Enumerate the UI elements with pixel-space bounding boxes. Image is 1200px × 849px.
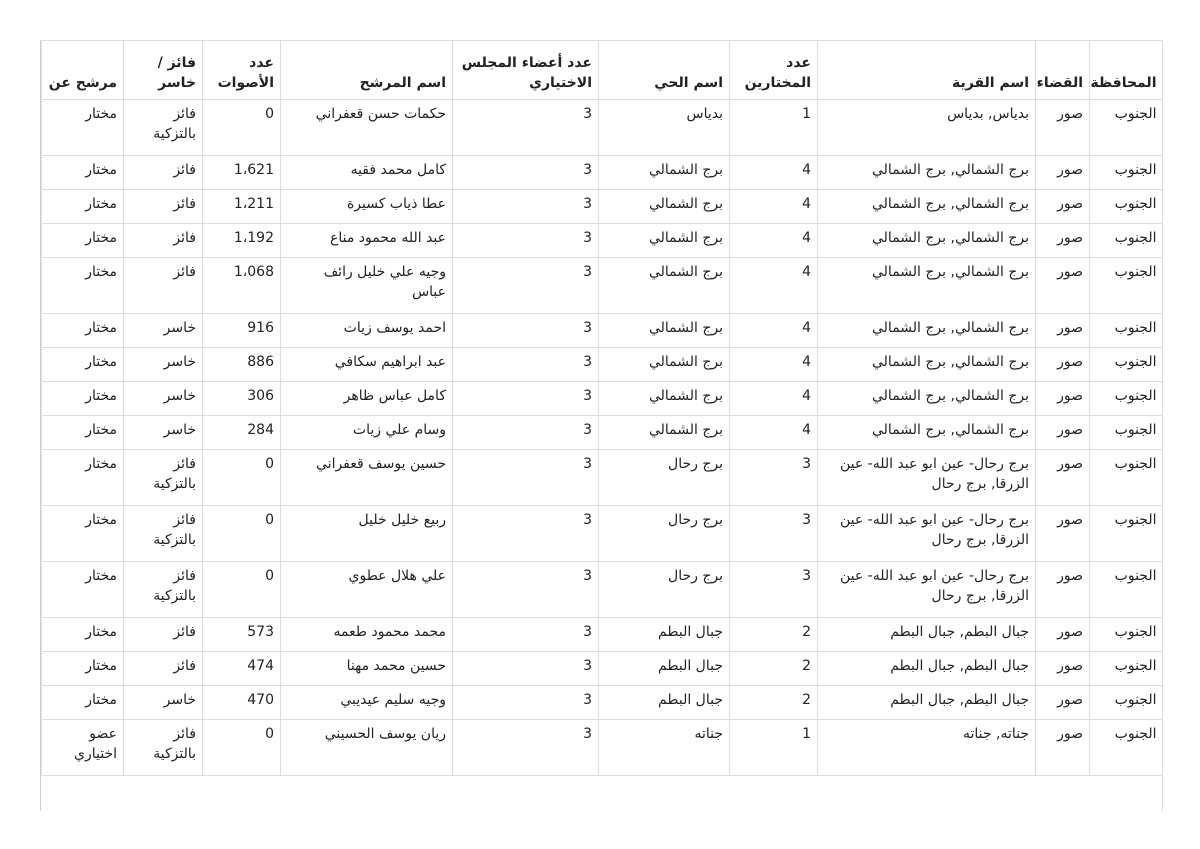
cell-district: صور [1036,416,1090,450]
header-mukhtars-count: عدد المختارين [730,41,818,100]
cell-votes: 0 [203,720,281,776]
cell-village: جناته, جناته [818,720,1036,776]
cell-governorate: الجنوب [1090,618,1163,652]
table-row [42,686,1163,720]
cell-votes: 0 [203,562,281,618]
table-row [42,450,1163,506]
cell-district: صور [1036,686,1090,720]
header-council-count: عدد أعضاء المجلس الاختياري [453,41,599,100]
table-row [42,720,1163,776]
cell-governorate: الجنوب [1090,382,1163,416]
cell-district: صور [1036,450,1090,506]
cell-candidate-for: مختار [42,382,124,416]
cell-result: فائز بالتزكية [124,506,203,562]
cell-neighborhood: برج الشمالي [599,314,730,348]
cell-council-count: 3 [453,652,599,686]
cell-votes: 0 [203,100,281,156]
cell-governorate: الجنوب [1090,348,1163,382]
cell-result: فائز بالتزكية [124,720,203,776]
cell-candidate: عبد الله محمود مناع [281,224,453,258]
cell-votes: 1،192 [203,224,281,258]
cell-candidate: وجيه علي خليل رائف عباس [281,258,453,314]
cell-result: فائز [124,652,203,686]
cell-governorate: الجنوب [1090,190,1163,224]
table-row [42,100,1163,156]
cell-governorate: الجنوب [1090,224,1163,258]
cell-result: فائز بالتزكية [124,450,203,506]
cell-candidate: علي هلال عطوي [281,562,453,618]
table-row [42,382,1163,416]
cell-district: صور [1036,720,1090,776]
cell-result: خاسر [124,382,203,416]
cell-candidate: محمد محمود طعمه [281,618,453,652]
cell-candidate: ربيع خليل خليل [281,506,453,562]
cell-candidate-for: مختار [42,450,124,506]
cell-candidate: ريان يوسف الحسيني [281,720,453,776]
cell-result: خاسر [124,686,203,720]
cell-candidate-for: مختار [42,190,124,224]
cell-village: جبال البطم, جبال البطم [818,652,1036,686]
table-row [42,348,1163,382]
cell-district: صور [1036,652,1090,686]
cell-council-count: 3 [453,686,599,720]
cell-candidate: حسين محمد مهنا [281,652,453,686]
cell-mukhtars-count: 4 [730,224,818,258]
cell-governorate: الجنوب [1090,314,1163,348]
cell-candidate-for: مختار [42,686,124,720]
cell-village: برج الشمالي, برج الشمالي [818,382,1036,416]
header-candidate-for: مرشح عن [42,41,124,100]
cell-candidate-for: مختار [42,506,124,562]
cell-votes: 470 [203,686,281,720]
cell-candidate: وسام علي زيات [281,416,453,450]
cell-governorate: الجنوب [1090,686,1163,720]
cell-governorate: الجنوب [1090,156,1163,190]
table-row [42,190,1163,224]
cell-candidate: احمد يوسف زيات [281,314,453,348]
cell-result: خاسر [124,314,203,348]
results-sheet [40,40,1163,811]
cell-mukhtars-count: 4 [730,156,818,190]
cell-mukhtars-count: 4 [730,314,818,348]
table-row [42,416,1163,450]
cell-neighborhood: جبال البطم [599,686,730,720]
cell-neighborhood: بدياس [599,100,730,156]
cell-candidate: عطا ذياب كسيرة [281,190,453,224]
cell-candidate: وجيه سليم عيديبي [281,686,453,720]
cell-governorate: الجنوب [1090,562,1163,618]
cell-mukhtars-count: 4 [730,382,818,416]
cell-mukhtars-count: 1 [730,100,818,156]
cell-votes: 916 [203,314,281,348]
header-result: فائز / خاسر [124,41,203,100]
cell-district: صور [1036,618,1090,652]
cell-mukhtars-count: 1 [730,720,818,776]
table-row [42,562,1163,618]
header-village: اسم القرية [818,41,1036,100]
cell-district: صور [1036,348,1090,382]
cell-council-count: 3 [453,450,599,506]
cell-votes: 306 [203,382,281,416]
header-neighborhood: اسم الحي [599,41,730,100]
cell-village: برج الشمالي, برج الشمالي [818,314,1036,348]
cell-neighborhood: برج رحال [599,562,730,618]
cell-neighborhood: برج الشمالي [599,382,730,416]
cell-neighborhood: برج رحال [599,506,730,562]
cell-neighborhood: برج الشمالي [599,156,730,190]
cell-mukhtars-count: 3 [730,562,818,618]
cell-neighborhood: برج الشمالي [599,224,730,258]
cell-village: برج رحال- عين ابو عبد الله- عين الزرقا, برج رحال [818,450,1036,506]
cell-council-count: 3 [453,618,599,652]
cell-candidate: عبد ابراهيم سكافي [281,348,453,382]
cell-governorate: الجنوب [1090,720,1163,776]
cell-council-count: 3 [453,562,599,618]
cell-votes: 0 [203,506,281,562]
cell-neighborhood: برج الشمالي [599,416,730,450]
cell-candidate: كامل عباس ظاهر [281,382,453,416]
table-row [42,652,1163,686]
table-row [42,618,1163,652]
cell-village: جبال البطم, جبال البطم [818,618,1036,652]
header-row [42,41,1163,100]
cell-candidate-for: مختار [42,652,124,686]
cell-governorate: الجنوب [1090,652,1163,686]
cell-council-count: 3 [453,224,599,258]
cell-votes: 1،068 [203,258,281,314]
cell-district: صور [1036,382,1090,416]
cell-village: برج الشمالي, برج الشمالي [818,156,1036,190]
cell-neighborhood: برج الشمالي [599,190,730,224]
cell-council-count: 3 [453,382,599,416]
cell-district: صور [1036,562,1090,618]
cell-council-count: 3 [453,506,599,562]
table-row [42,156,1163,190]
cell-council-count: 3 [453,348,599,382]
cell-council-count: 3 [453,100,599,156]
cell-mukhtars-count: 3 [730,506,818,562]
table-row [42,258,1163,314]
table-row [42,224,1163,258]
cell-district: صور [1036,100,1090,156]
cell-votes: 474 [203,652,281,686]
header-district: القضاء [1036,41,1090,100]
cell-mukhtars-count: 4 [730,416,818,450]
cell-candidate: حسين يوسف قعفراني [281,450,453,506]
cell-candidate-for: مختار [42,100,124,156]
cell-council-count: 3 [453,416,599,450]
cell-village: برج رحال- عين ابو عبد الله- عين الزرقا, برج رحال [818,506,1036,562]
cell-district: صور [1036,506,1090,562]
cell-votes: 573 [203,618,281,652]
cell-candidate-for: مختار [42,224,124,258]
cell-governorate: الجنوب [1090,506,1163,562]
cell-neighborhood: جبال البطم [599,652,730,686]
cell-governorate: الجنوب [1090,100,1163,156]
cell-mukhtars-count: 4 [730,348,818,382]
results-body [42,100,1163,776]
cell-mukhtars-count: 4 [730,190,818,224]
cell-district: صور [1036,224,1090,258]
cell-result: خاسر [124,348,203,382]
cell-result: خاسر [124,416,203,450]
cell-result: فائز [124,258,203,314]
results-table [41,41,1163,776]
table-row [42,314,1163,348]
cell-mukhtars-count: 2 [730,618,818,652]
cell-result: فائز [124,618,203,652]
cell-village: جبال البطم, جبال البطم [818,686,1036,720]
cell-mukhtars-count: 2 [730,652,818,686]
cell-neighborhood: برج رحال [599,450,730,506]
cell-candidate-for: مختار [42,416,124,450]
cell-village: برج الشمالي, برج الشمالي [818,348,1036,382]
cell-district: صور [1036,314,1090,348]
table-row [42,506,1163,562]
cell-candidate: حكمات حسن قعفراني [281,100,453,156]
header-candidate: اسم المرشح [281,41,453,100]
cell-neighborhood: جناته [599,720,730,776]
cell-mukhtars-count: 4 [730,258,818,314]
cell-council-count: 3 [453,720,599,776]
cell-village: برج الشمالي, برج الشمالي [818,190,1036,224]
cell-votes: 284 [203,416,281,450]
cell-candidate-for: عضو اختياري [42,720,124,776]
cell-candidate-for: مختار [42,258,124,314]
cell-council-count: 3 [453,190,599,224]
cell-council-count: 3 [453,314,599,348]
cell-governorate: الجنوب [1090,258,1163,314]
cell-candidate-for: مختار [42,348,124,382]
cell-neighborhood: جبال البطم [599,618,730,652]
cell-neighborhood: برج الشمالي [599,258,730,314]
header-governorate: المحافظة [1090,41,1163,100]
cell-village: برج رحال- عين ابو عبد الله- عين الزرقا, برج رحال [818,562,1036,618]
cell-votes: 1،621 [203,156,281,190]
cell-village: برج الشمالي, برج الشمالي [818,258,1036,314]
cell-result: فائز [124,190,203,224]
cell-district: صور [1036,190,1090,224]
cell-council-count: 3 [453,258,599,314]
cell-result: فائز بالتزكية [124,100,203,156]
cell-village: برج الشمالي, برج الشمالي [818,224,1036,258]
cell-candidate-for: مختار [42,618,124,652]
cell-village: برج الشمالي, برج الشمالي [818,416,1036,450]
cell-district: صور [1036,258,1090,314]
cell-result: فائز [124,224,203,258]
cell-candidate-for: مختار [42,314,124,348]
cell-mukhtars-count: 3 [730,450,818,506]
cell-result: فائز بالتزكية [124,562,203,618]
cell-candidate: كامل محمد فقيه [281,156,453,190]
cell-votes: 0 [203,450,281,506]
cell-candidate-for: مختار [42,562,124,618]
cell-neighborhood: برج الشمالي [599,348,730,382]
cell-governorate: الجنوب [1090,450,1163,506]
header-votes: عدد الأصوات [203,41,281,100]
cell-village: بدياس, بدياس [818,100,1036,156]
cell-result: فائز [124,156,203,190]
cell-candidate-for: مختار [42,156,124,190]
cell-district: صور [1036,156,1090,190]
cell-votes: 886 [203,348,281,382]
cell-votes: 1،211 [203,190,281,224]
cell-mukhtars-count: 2 [730,686,818,720]
cell-council-count: 3 [453,156,599,190]
cell-governorate: الجنوب [1090,416,1163,450]
